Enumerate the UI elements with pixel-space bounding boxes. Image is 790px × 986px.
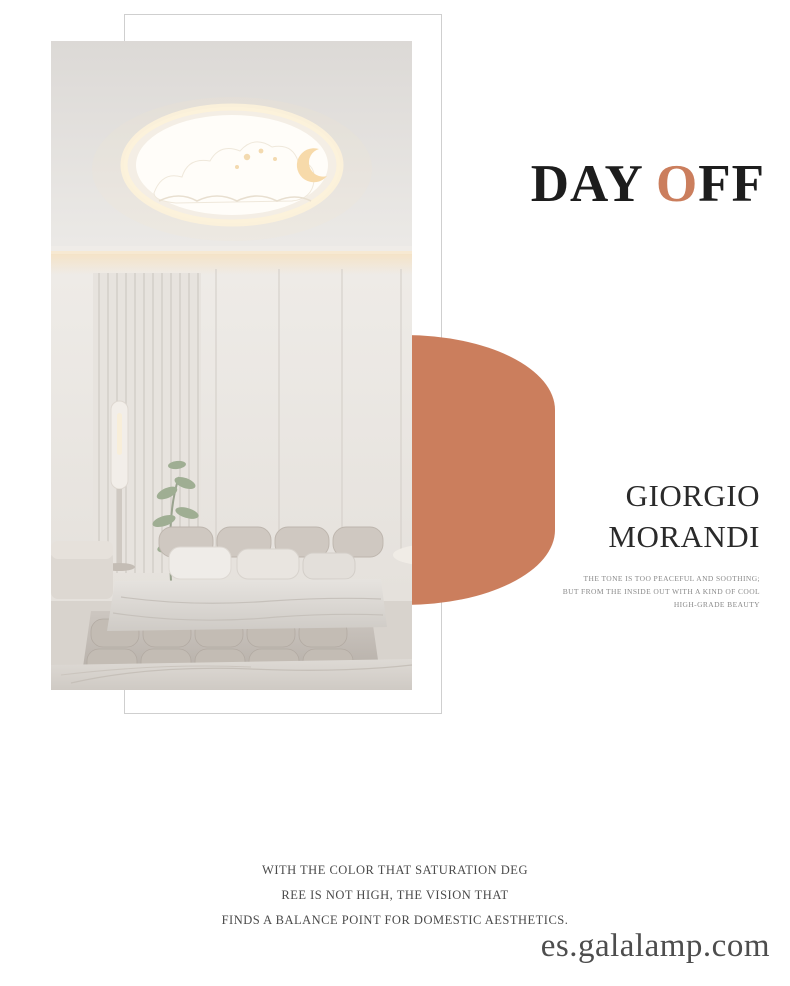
poster-headline: [455, 155, 765, 213]
bedroom-scene-illustration: [51, 41, 412, 690]
headline-part-two: FF: [698, 155, 765, 213]
caption-line-one: WITH THE COLOR THAT SATURATION DEG: [262, 863, 528, 877]
poster-subtitle: [450, 476, 760, 558]
bedroom-product-photo: [51, 41, 412, 690]
caption-line-three: FINDS A BALANCE POINT FOR DOMESTIC AESTHETICS.: [221, 913, 569, 927]
accent-circle-shape: [405, 335, 555, 605]
headline-accent-letter: O: [656, 155, 699, 213]
fineprint-line-two: BUT FROM THE INSIDE OUT WITH A KIND OF COOL: [562, 587, 760, 597]
site-watermark: es.galalamp.com: [540, 928, 770, 964]
headline-part-one: DAY: [530, 155, 657, 213]
fineprint-line-one: THE TONE IS TOO PEACEFUL AND SOOTHING;: [583, 574, 760, 583]
subtitle-line-one: GIORGIO: [625, 478, 760, 513]
poster-fineprint: [520, 572, 760, 611]
fineprint-line-three: HIGH-GRADE BEAUTY: [673, 600, 760, 610]
poster-caption: [195, 858, 595, 933]
subtitle-line-two: MORANDI: [608, 518, 760, 554]
caption-line-two: REE IS NOT HIGH, THE VISION THAT: [281, 888, 509, 902]
